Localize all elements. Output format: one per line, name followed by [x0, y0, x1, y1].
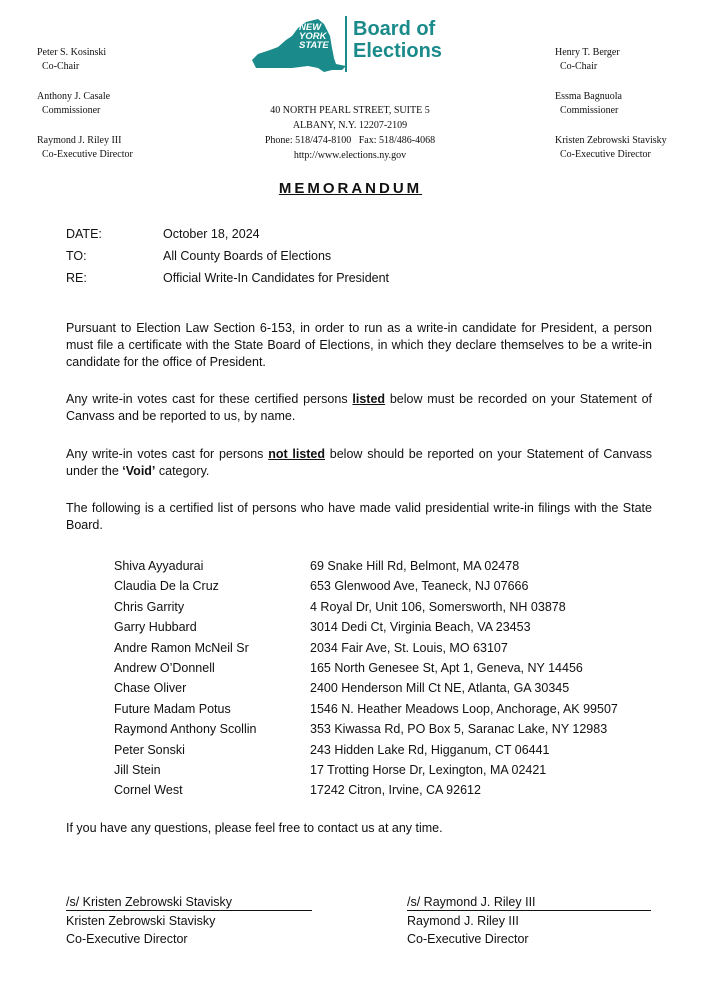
officer-title: Co-Executive Director	[42, 149, 133, 160]
officer-name: Kristen Zebrowski Stavisky	[555, 135, 667, 146]
candidate-address: 165 North Genesee St, Apt 1, Geneva, NY 14456	[310, 660, 583, 675]
address-website: http://www.elections.ny.gov	[293, 150, 407, 161]
officer-name: Peter S. Kosinski	[37, 47, 107, 58]
candidate-row	[114, 783, 654, 803]
right-officer-1	[555, 46, 620, 74]
candidate-address: 653 Glenwood Ave, Teaneck, NJ 07666	[310, 579, 529, 594]
paragraph-not-listed-text-c: category.	[155, 464, 210, 478]
re-label: RE:	[66, 271, 87, 285]
memo-title	[0, 180, 701, 197]
paragraph-certified-list: The following is a certified list of persons who have made valid presidential write-in filings with the State Board.	[66, 501, 652, 532]
candidate-address: 17242 Citron, Irvine, CA 92612	[310, 783, 481, 798]
signature-line: /s/ Kristen Zebrowski Stavisky	[66, 894, 312, 911]
signer-title: Co-Executive Director	[66, 932, 188, 946]
right-officer-2	[555, 90, 622, 118]
logo-divider	[345, 16, 347, 72]
candidate-name: Chris Garrity	[114, 599, 185, 614]
officer-name: Essma Bagnuola	[555, 91, 622, 102]
candidate-list	[114, 559, 654, 804]
date-label: DATE:	[66, 227, 102, 241]
logo-state-line2: YORK	[299, 31, 327, 42]
candidate-name: Claudia De la Cruz	[114, 579, 219, 594]
emphasis-not-listed: not listed	[268, 447, 326, 461]
candidate-address: 2400 Henderson Mill Ct NE, Atlanta, GA 30345	[310, 681, 570, 696]
officer-title: Co-Chair	[42, 61, 80, 72]
logo-agency-line1: Board of	[353, 18, 436, 40]
address-city: ALBANY, N.Y. 12207-2109	[292, 120, 408, 131]
date-value: October 18, 2024	[163, 227, 260, 241]
candidate-name: Future Madam Potus	[114, 701, 231, 716]
right-officer-3	[555, 134, 667, 162]
left-officer-2	[37, 90, 110, 118]
signer-title: Co-Executive Director	[407, 932, 529, 946]
candidate-name: Raymond Anthony Scollin	[114, 722, 257, 737]
re-value: Official Write-In Candidates for President	[163, 271, 390, 285]
signature-block-stavisky	[66, 893, 312, 949]
to-label: TO:	[66, 249, 87, 263]
candidate-name: Andre Ramon McNeil Sr	[114, 640, 249, 655]
address-street: 40 NORTH PEARL STREET, SUITE 5	[270, 105, 430, 116]
officer-title: Co-Chair	[560, 61, 598, 72]
candidate-row	[114, 620, 654, 640]
candidate-name: Chase Oliver	[114, 681, 187, 696]
logo-agency-line2: Elections	[353, 40, 442, 62]
candidate-name: Cornel West	[114, 783, 183, 798]
candidate-name: Garry Hubbard	[114, 620, 197, 635]
candidate-address: 353 Kiwassa Rd, PO Box 5, Saranac Lake, NY 12983	[310, 722, 608, 737]
candidate-row	[114, 702, 654, 722]
candidate-row	[114, 641, 654, 661]
candidate-row	[114, 763, 654, 783]
candidate-address: 69 Snake Hill Rd, Belmont, MA 02478	[310, 559, 520, 573]
signer-name: Kristen Zebrowski Stavisky	[66, 913, 216, 928]
closing-line: If you have any questions, please feel free to contact us at any time.	[66, 821, 443, 835]
officer-name: Henry T. Berger	[555, 47, 620, 58]
logo-state-text	[299, 23, 329, 50]
paragraph-not-listed-text-b: below should be reported on your Statement of Canvass under the	[66, 447, 652, 478]
candidate-row	[114, 681, 654, 701]
officer-name: Raymond J. Riley III	[37, 135, 122, 146]
signature-line: /s/ Raymond J. Riley III	[407, 894, 651, 911]
new-york-state-map-icon	[248, 14, 348, 76]
logo-state-line3: STATE	[299, 40, 329, 51]
candidate-name: Andrew O’Donnell	[114, 660, 215, 675]
candidate-name: Jill Stein	[114, 762, 161, 777]
emphasis-listed: listed	[352, 392, 386, 406]
candidate-name: Shiva Ayyadurai	[114, 559, 204, 573]
paragraph-not-listed	[66, 446, 652, 480]
left-officer-3	[37, 134, 133, 162]
officer-name: Anthony J. Casale	[37, 91, 111, 102]
candidate-address: 4 Royal Dr, Unit 106, Somersworth, NH 03878	[310, 599, 566, 614]
emphasis-void: ‘Void’	[122, 464, 156, 478]
candidate-address: 1546 N. Heather Meadows Loop, Anchorage, AK 99507	[310, 701, 618, 716]
office-address	[200, 103, 500, 163]
officer-title: Commissioner	[560, 105, 619, 116]
candidate-address: 3014 Dedi Ct, Virginia Beach, VA 23453	[310, 620, 531, 635]
memo-title-text: MEMORANDUM	[278, 180, 423, 197]
candidate-row	[114, 579, 654, 599]
paragraph-listed	[66, 391, 652, 425]
logo-agency-name	[353, 18, 442, 62]
nys-board-of-elections-logo	[248, 14, 458, 76]
left-officer-1	[37, 46, 106, 74]
to-value: All County Boards of Elections	[163, 249, 332, 263]
candidate-address: 17 Trotting Horse Dr, Lexington, MA 02421	[310, 762, 547, 777]
paragraph-law: Pursuant to Election Law Section 6-153, in order to run as a write-in candidate for President, a person must file a certificate with the State Board of Elections, in which they declare themselves to be a write-in candidate for the office of President.	[66, 321, 652, 369]
candidate-row	[114, 559, 654, 579]
candidate-row	[114, 743, 654, 763]
signature-block-riley	[407, 893, 651, 949]
paragraph-listed-text-b: below must be recorded on your Statement of Canvass and be reported to us, by name.	[66, 392, 653, 423]
officer-title: Commissioner	[42, 105, 101, 116]
candidate-address: 2034 Fair Ave, St. Louis, MO 63107	[310, 640, 508, 655]
candidate-row	[114, 722, 654, 742]
candidate-row	[114, 600, 654, 620]
officer-title: Co-Executive Director	[560, 149, 651, 160]
candidate-address: 243 Hidden Lake Rd, Higganum, CT 06441	[310, 742, 550, 757]
candidate-name: Peter Sonski	[114, 742, 185, 757]
candidate-row	[114, 661, 654, 681]
paragraph-not-listed-text-a: Any write-in votes cast for persons	[66, 447, 269, 461]
logo-state-line1: NEW	[299, 22, 322, 33]
signer-name: Raymond J. Riley III	[407, 913, 519, 928]
address-phone-fax: Phone: 518/474-8100 Fax: 518/486-4068	[264, 135, 436, 146]
paragraph-listed-text-a: Any write-in votes cast for these certified persons	[66, 392, 353, 406]
